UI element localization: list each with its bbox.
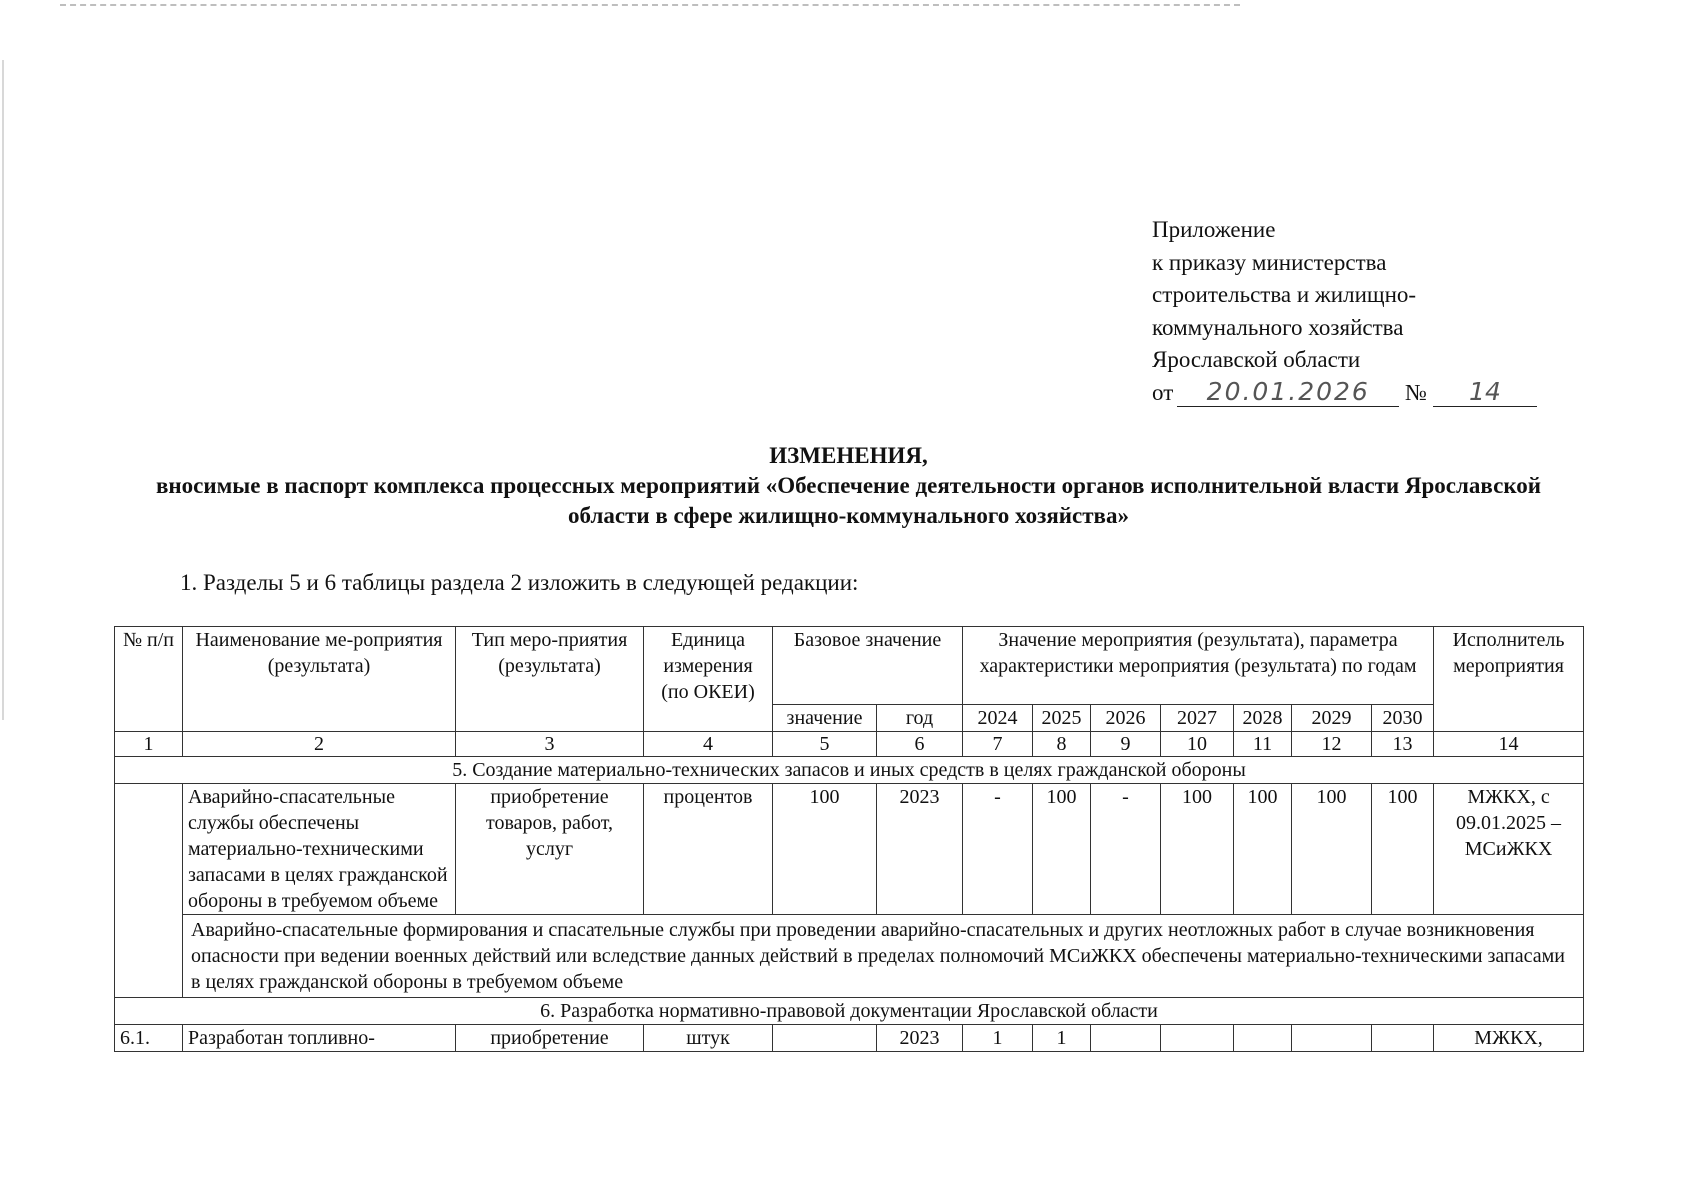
appendix-line: к приказу министерства <box>1152 249 1387 275</box>
header-year: 2025 <box>1033 705 1091 732</box>
header-year: 2028 <box>1234 705 1292 732</box>
order-number: 14 <box>1433 378 1537 407</box>
column-number: 9 <box>1091 732 1161 757</box>
header-values: Значение мероприятия (результата), параметра характеристики мероприятия (результата) по годам <box>963 627 1434 705</box>
section-6-row <box>115 998 1584 1025</box>
column-number: 1 <box>115 732 183 757</box>
row-unit: процентов <box>644 784 773 915</box>
row-year-value: - <box>963 784 1033 915</box>
column-number: 14 <box>1434 732 1584 757</box>
column-number: 12 <box>1292 732 1372 757</box>
header-base: Базовое значение <box>773 627 963 705</box>
intro-paragraph: 1. Разделы 5 и 6 таблицы раздела 2 изложить в следующей редакции: <box>180 570 859 595</box>
row-year-value <box>1161 1025 1234 1052</box>
section-5-title: 5. Создание материально-технических запасов и иных средств в целях гражданской обороны <box>115 757 1584 784</box>
row-base-value <box>773 1025 877 1052</box>
header-base-value: значение <box>773 705 877 732</box>
row-year-value: 100 <box>1372 784 1434 915</box>
column-number: 3 <box>456 732 644 757</box>
row-year-value <box>1091 1025 1161 1052</box>
column-number: 13 <box>1372 732 1434 757</box>
column-number: 8 <box>1033 732 1091 757</box>
date-prefix: от <box>1152 379 1174 405</box>
note-row <box>115 915 1584 998</box>
header-year: 2024 <box>963 705 1033 732</box>
appendix-line: строительства и жилищно- <box>1152 282 1417 307</box>
document-title <box>0 441 1697 531</box>
scan-artifact <box>60 4 1240 8</box>
row-base-value: 100 <box>773 784 877 915</box>
column-number: 7 <box>963 732 1033 757</box>
row-year-value <box>1292 1025 1372 1052</box>
row-type: приобретение <box>456 1025 644 1052</box>
row-executor: МЖКХ, с 09.01.2025 – МСиЖКХ <box>1434 784 1584 915</box>
row-year-value: 100 <box>1292 784 1372 915</box>
header-year: 2029 <box>1292 705 1372 732</box>
header-base-year: год <box>877 705 963 732</box>
column-number: 4 <box>644 732 773 757</box>
row-num <box>115 784 183 998</box>
number-label: № <box>1405 379 1427 405</box>
row-num: 6.1. <box>115 1025 183 1052</box>
title-sub: вносимые в паспорт комплекса процессных мероприятий «Обеспечение деятельности органов исполнительной власти Ярославской области в сфере жилищно-коммунального хозяйства» <box>155 473 1542 528</box>
row-year-value <box>1234 1025 1292 1052</box>
changes-table <box>114 626 1584 1052</box>
column-number: 11 <box>1234 732 1292 757</box>
row-year-value: 1 <box>963 1025 1033 1052</box>
section-5-row <box>115 757 1584 784</box>
column-number: 5 <box>773 732 877 757</box>
header-num: № п/п <box>115 627 183 732</box>
row-type: приобретение товаров, работ, услуг <box>456 784 644 915</box>
appendix-block <box>1152 214 1537 409</box>
row-note: Аварийно-спасательные формирования и спасательные службы при проведении аварийно-спасательных и других неотложных работ в случае возникновения опасности при ведении военных действий или вследствие данных действий в пределах полномочий МСиЖКХ обеспечены материально-техническими запасами в целях гражданской обороны в требуемом объеме <box>183 915 1584 998</box>
header-year: 2027 <box>1161 705 1234 732</box>
column-number: 2 <box>183 732 456 757</box>
header-type: Тип меро-приятия (результата) <box>456 627 644 732</box>
table-row <box>115 784 1584 915</box>
title-main: ИЗМЕНЕНИЯ, <box>769 443 928 468</box>
row-executor: МЖКХ, <box>1434 1025 1584 1052</box>
header-executor: Исполнитель мероприятия <box>1434 627 1584 732</box>
row-year-value: 100 <box>1161 784 1234 915</box>
header-name: Наименование ме-роприятия (результата) <box>183 627 456 732</box>
row-year-value: 100 <box>1033 784 1091 915</box>
header-unit: Единица измерения (по ОКЕИ) <box>644 627 773 732</box>
appendix-line: коммунального хозяйства <box>1152 314 1404 340</box>
row-base-year: 2023 <box>877 784 963 915</box>
row-name: Аварийно-спасательные службы обеспечены материально-техническими запасами в целях гражданской обороны в требуемом объеме <box>183 784 456 915</box>
row-year-value: 1 <box>1033 1025 1091 1052</box>
header-year: 2030 <box>1372 705 1434 732</box>
column-numbers-row <box>115 732 1584 757</box>
order-date-row <box>1152 377 1537 410</box>
scan-edge <box>2 60 4 720</box>
row-unit: штук <box>644 1025 773 1052</box>
column-number: 6 <box>877 732 963 757</box>
section-6-title: 6. Разработка нормативно-правовой документации Ярославской области <box>115 998 1584 1025</box>
row-base-year: 2023 <box>877 1025 963 1052</box>
order-date: 20.01.2026 <box>1177 378 1399 407</box>
row-year-value: 100 <box>1234 784 1292 915</box>
header-row <box>115 627 1584 705</box>
table-row <box>115 1025 1584 1052</box>
appendix-line: Ярославской области <box>1152 347 1361 372</box>
appendix-line: Приложение <box>1152 217 1276 242</box>
row-year-value: - <box>1091 784 1161 915</box>
row-year-value <box>1372 1025 1434 1052</box>
row-name: Разработан топливно- <box>183 1025 456 1052</box>
column-number: 10 <box>1161 732 1234 757</box>
header-year: 2026 <box>1091 705 1161 732</box>
